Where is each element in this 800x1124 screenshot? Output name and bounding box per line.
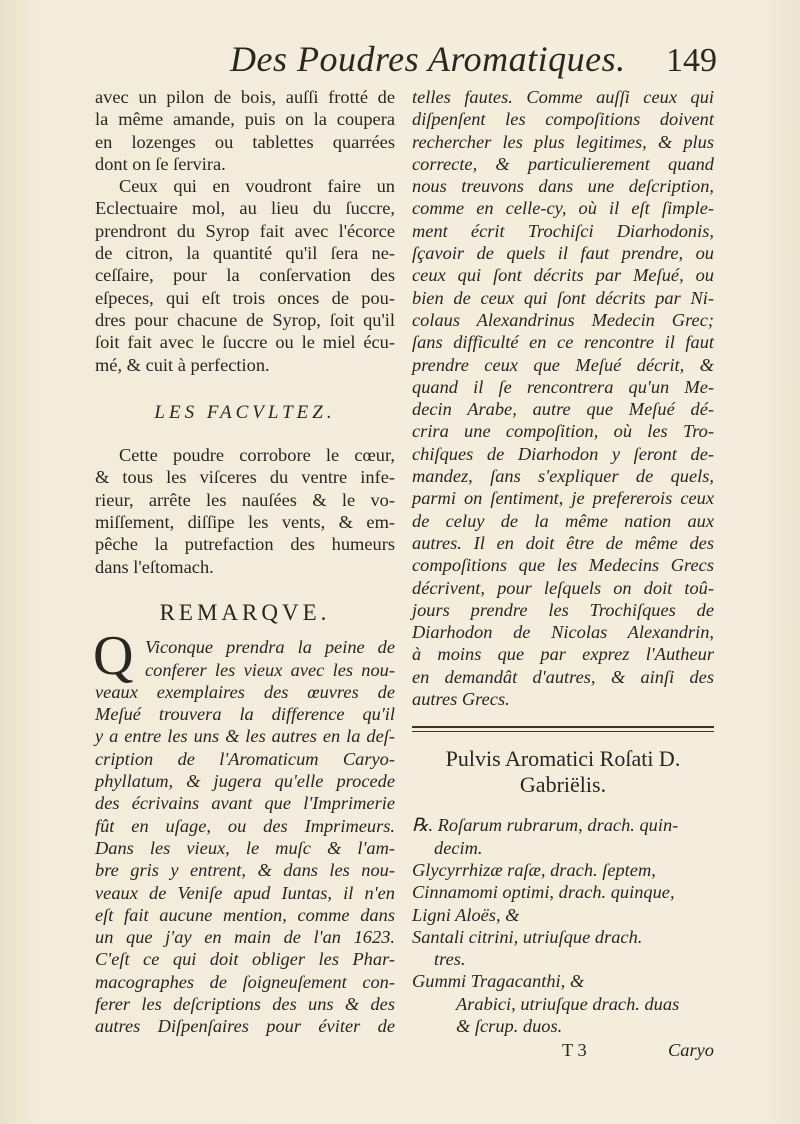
text-line: veaux de Veniſe apud Iuntas, il n'en [95, 882, 395, 903]
text-line: rieur, arrête les nauſées & le vo- [95, 489, 395, 510]
recipe-line: & ſcrup. duos. [456, 1015, 563, 1036]
text-line: de celuy de la même nation aux [412, 510, 714, 531]
text-line: parmi on ſentiment, je prefererois ceux [412, 488, 714, 509]
text-line: quand il ſe rencontrera qu'un Me- [412, 376, 714, 397]
text-line: des écrivains avant que l'Imprimerie [95, 793, 395, 814]
text-line: crira une compoſition, où les Tro- [412, 421, 714, 442]
text-line: la même amande, puis on la coupera [95, 109, 395, 130]
text-line: décrivent, pour leſquels on doit toû- [412, 577, 714, 598]
text-line: Eclectuaire mol, au lieu du ſuccre, [95, 198, 395, 219]
text-line: conferer les vieux avec les nou- [145, 659, 395, 680]
text-line: veaux exemplaires des œuvres de [95, 681, 395, 702]
page-footer [412, 1039, 714, 1061]
recipe-title-line-2: Gabriëlis. [519, 772, 607, 798]
text-line: eſpeces, qui eſt trois onces de pou- [95, 287, 395, 308]
text-line: prendront du Syrop fait avec l'écorce [95, 220, 395, 241]
text-line: pêche la putrefaction des humeurs [95, 534, 395, 555]
recipe-line: Santali citrini, utriuſque drach. [412, 926, 643, 947]
recipe-line: decim. [434, 837, 483, 858]
recipe-line: Gummi Tragacanthi, & [412, 971, 585, 992]
running-head-title: Des Poudres Aromatiques. [230, 39, 626, 79]
text-line: mé, & cuit à perfection. [95, 354, 270, 375]
recipe-line: Arabici, utriuſque drach. duas [456, 993, 680, 1014]
text-line: ceux qui ſont décrits par Meſué, ou [412, 265, 714, 286]
text-line: cription de l'Aromaticum Caryo- [95, 748, 395, 769]
text-line: avec un pilon de bois, auſſi frotté de [95, 87, 395, 107]
right-column [412, 86, 714, 1062]
text-line: dont on ſe ſervira. [95, 153, 226, 174]
recipe-title [412, 746, 714, 798]
drop-cap-letter: Q [93, 625, 134, 688]
text-line: eſt fait aucune mention, comme dans [95, 904, 395, 925]
text-line: Dans les vieux, le muſc & l'am- [95, 837, 395, 858]
signature-mark: T 3 [562, 1040, 587, 1061]
facultez-heading: LES FACVLTEZ. [154, 401, 336, 423]
recipe-line: Cinnamomi optimi, drach. quinque, [412, 882, 675, 903]
text-line: diſpenſent les compoſitions doivent [412, 109, 714, 130]
catchword: Caryo [668, 1040, 714, 1061]
text-line: phyllatum, & jugera qu'elle procede [95, 771, 395, 792]
recipe-ingredients [412, 814, 714, 1037]
paragraph-facultez [95, 444, 395, 578]
left-column [95, 86, 395, 1038]
text-line: rechercher les plus legitimes, & plus [412, 131, 714, 152]
text-line: autres Grecs. [412, 689, 510, 710]
text-line: macographes de ſoigneuſement con- [95, 971, 395, 992]
recipe-line: tres. [434, 949, 466, 970]
text-line: decin Arabe, autre que Meſué dé- [412, 399, 714, 420]
text-line: colaus Alexandrinus Medecin Grec; [412, 309, 714, 330]
text-line: fût en uſage, ou des Imprimeurs. [95, 815, 395, 836]
text-line: de citron, la quantité qu'il ſera ne- [95, 243, 395, 264]
text-line: prendre ceux que Meſué décrit, & [412, 354, 714, 375]
recipe-line: Glycyrrhizæ raſæ, drach. ſeptem, [412, 859, 656, 880]
section-rule-thin [412, 731, 714, 732]
text-line: Meſué trouvera la difference qu'il [95, 704, 395, 725]
text-line: Viconque prendra la peine de [145, 637, 395, 658]
text-line: jours prendre les Trochiſques de [412, 599, 714, 620]
paragraph-continuation [95, 86, 395, 175]
text-line: un que j'ay en main de l'an 1623. [95, 927, 395, 948]
text-line: bien de ceux qui ſont décrits par Ni- [412, 287, 714, 308]
text-line: chiſques de Diarhodon y ſeront de- [412, 443, 714, 464]
text-line: ſçavoir de quels il faut prendre, ou [412, 243, 714, 264]
text-line: & tous les viſceres du ventre infe- [95, 467, 395, 488]
text-line: autres Diſpenſaires pour éviter de [95, 1016, 395, 1037]
text-line: nous treuvons dans une deſcription, [412, 176, 714, 197]
text-line: comme en celle-cy, où il eſt ſimple- [412, 198, 714, 219]
section-rule-thick [412, 726, 714, 728]
text-line: bre gris y entrent, & dans les nou- [95, 860, 395, 881]
text-line: ceſſaire, pour la conſervation des [95, 265, 395, 286]
text-line: ſoit fait avec le ſuccre ou le miel écu- [95, 332, 395, 353]
text-line: y a entre les uns & les autres en la deſ- [95, 726, 395, 747]
paragraph-remarque [95, 681, 395, 1038]
paragraph-remarque-continued [412, 86, 714, 710]
text-line: dans l'eſtomach. [95, 556, 214, 577]
paragraph-electuaire [95, 175, 395, 376]
text-line: ment écrit Trochiſci Diarhodonis, [412, 220, 714, 241]
remarque-heading: REMARQVE. [159, 599, 331, 625]
text-line: correcte, & particulierement quand [412, 153, 714, 174]
text-line: Diarhodon de Nicolas Alexandrin, [412, 622, 714, 643]
remarque-opening [93, 625, 395, 688]
text-line: telles fautes. Comme auſſi ceux qui [412, 87, 714, 107]
text-line: ſans difficulté en ce rencontre il faut [412, 332, 714, 353]
text-line: à moins que par exprez l'Autheur [412, 644, 714, 665]
recipe-title-line-1: Pulvis Aromatici Roſati D. [445, 746, 681, 772]
recipe-line: Ligni Aloës, & [412, 904, 520, 925]
recipe-line: ℞. Roſarum rubrarum, drach. quin- [412, 815, 679, 836]
page-number: 149 [666, 42, 717, 79]
text-line: dres pour chacune de Syrop, ſoit qu'il [95, 309, 395, 330]
text-line: miſſement, diſſipe les vents, & em- [95, 512, 395, 533]
text-line: autres. Il en doit être de même des [412, 532, 714, 553]
text-line: en lozenges ou tablettes quarrées [95, 131, 395, 152]
text-line: C'eſt ce qui doit obliger les Phar- [95, 949, 395, 970]
text-line: Ceux qui en voudront faire un [119, 176, 395, 197]
text-line: compoſitions que les Medecins Grecs [412, 555, 714, 576]
text-line: Cette poudre corrobore le cœur, [119, 445, 395, 466]
text-line: ferer les deſcriptions des uns & des [95, 993, 395, 1014]
text-line: mandez, ſans s'expliquer de quels, [412, 466, 714, 487]
text-line: en demandât d'autres, & ainſi des [412, 666, 714, 687]
dropcap-lines [95, 636, 395, 681]
